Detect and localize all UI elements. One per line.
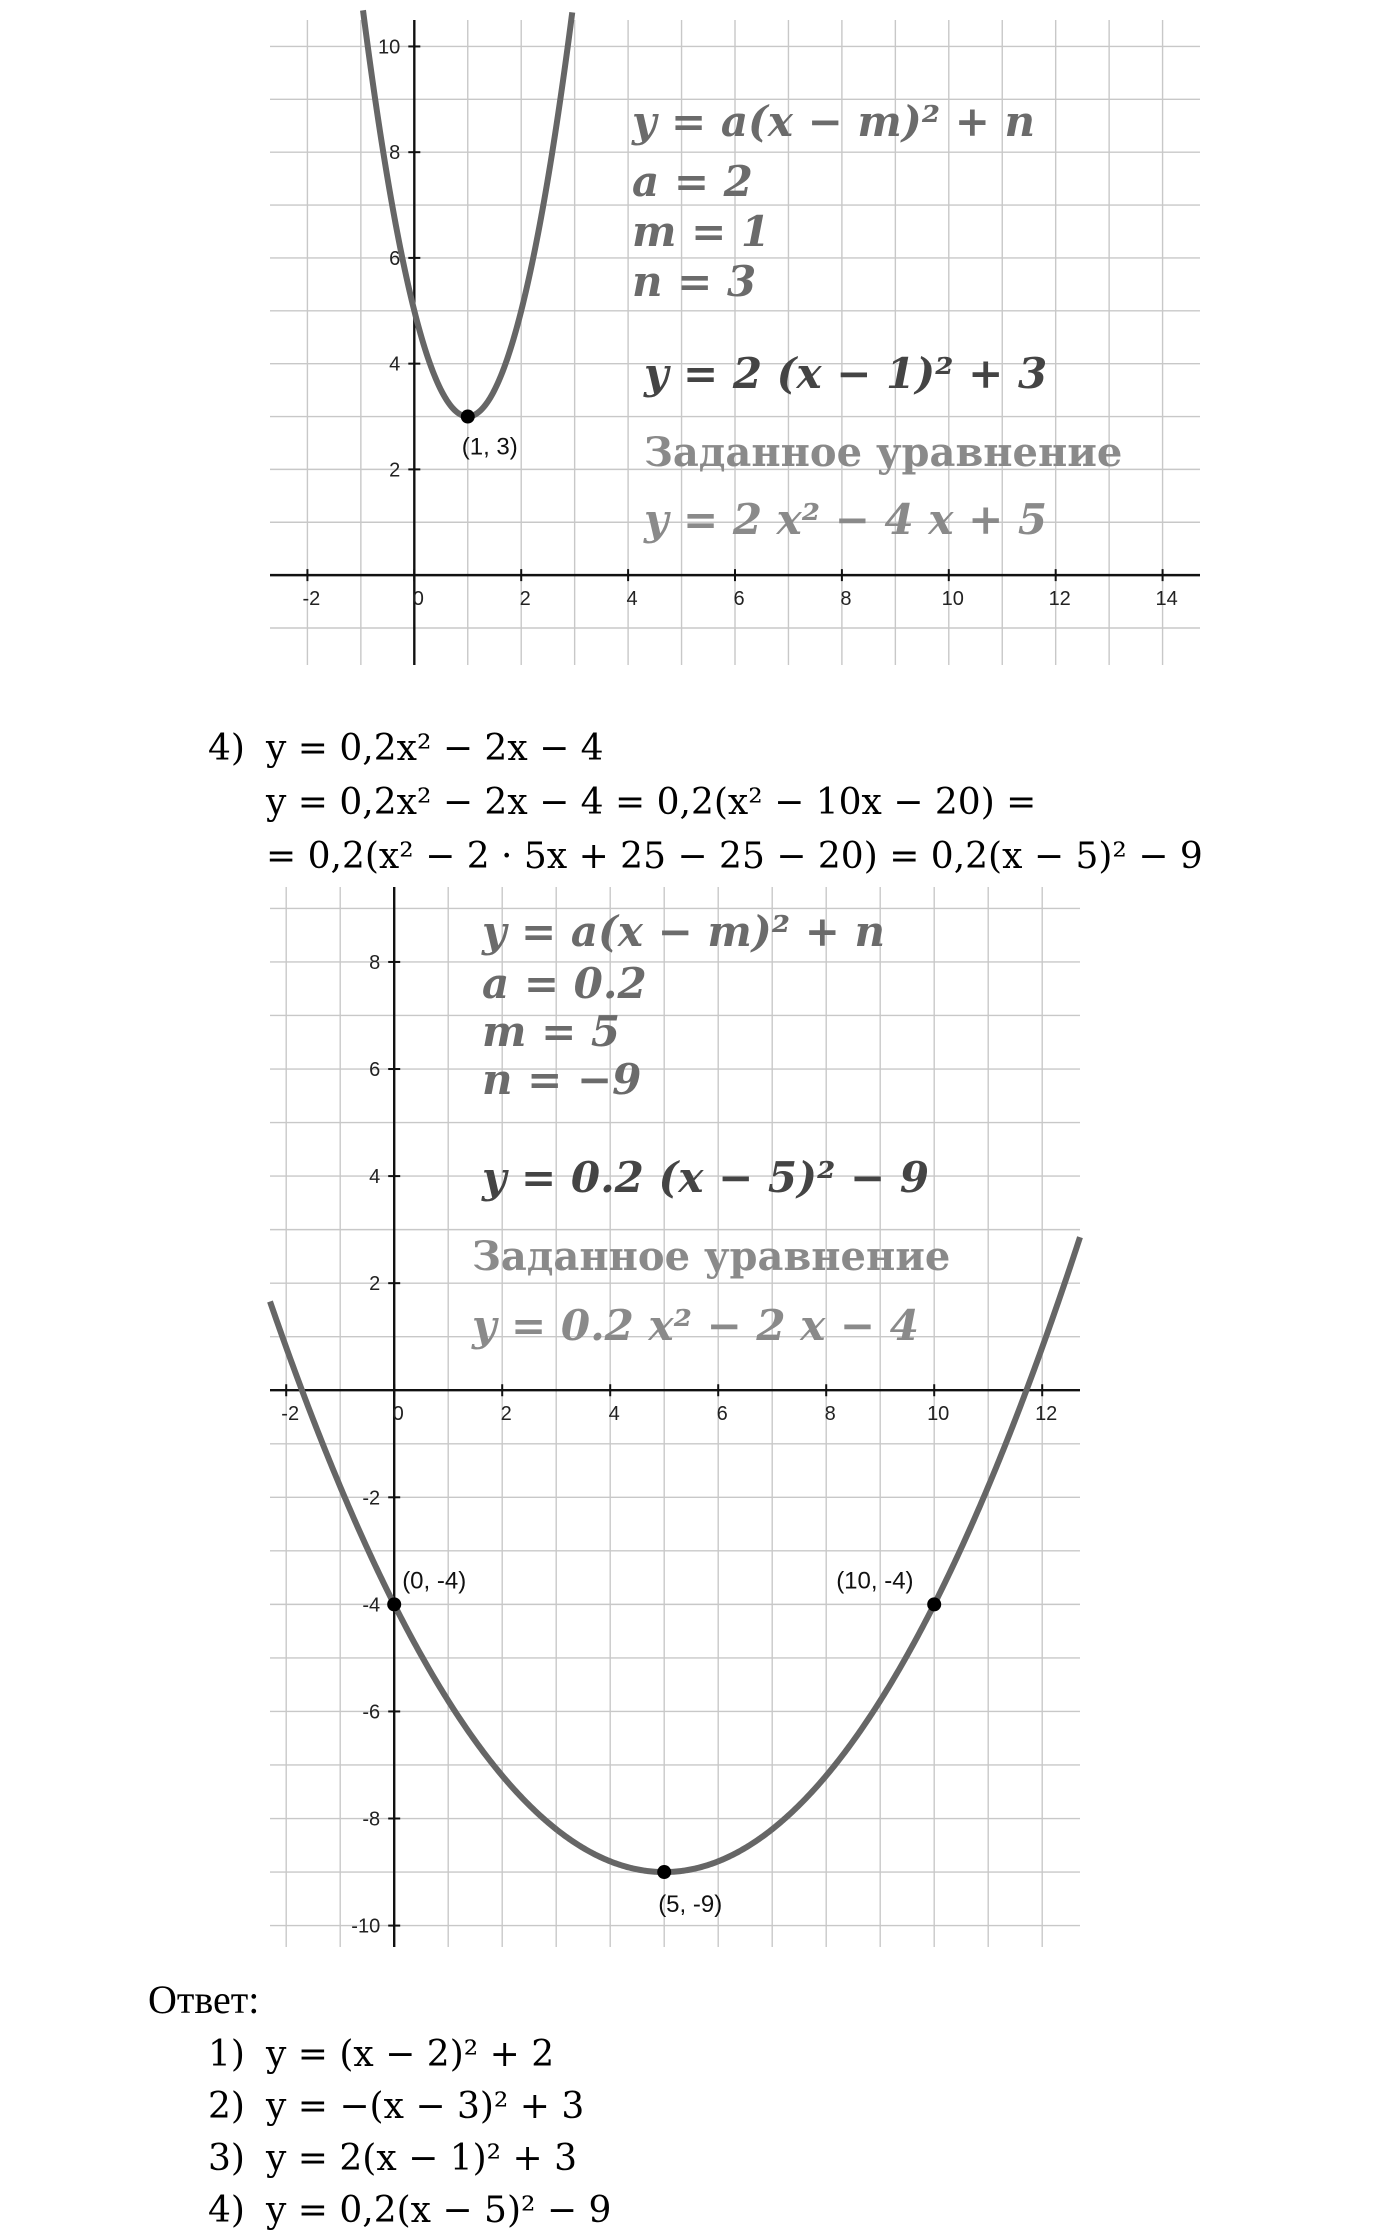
result-equation: y = 2 (x − 1)² + 3	[644, 349, 1048, 398]
y-tick-label: 8	[389, 142, 401, 165]
data-point	[461, 410, 475, 424]
answer-1-text: y = (x − 2)² + 2	[266, 2034, 555, 2075]
answer-2-number: 2)	[208, 2086, 245, 2127]
point-label: (0, -4)	[402, 1567, 467, 1595]
general-form-label: y = a(x − m)² + n	[632, 97, 1036, 146]
result-equation: y = 0.2 (x − 5)² − 9	[482, 1153, 930, 1202]
x-tick-label: -2	[281, 1403, 300, 1426]
point-label: (1, 3)	[461, 433, 518, 461]
y-tick-label: 4	[369, 1166, 381, 1189]
x-tick-label: 0	[392, 1403, 404, 1426]
section-4-line-2: y = 0,2x² − 2x − 4 = 0,2(x² − 10x − 20) =	[266, 782, 1037, 823]
y-tick-label: 2	[389, 459, 401, 482]
x-tick-label: 14	[1155, 588, 1178, 611]
y-tick-label: 10	[378, 36, 401, 59]
x-tick-label: 6	[733, 588, 745, 611]
chart-axes	[270, 887, 1080, 1947]
x-tick-label: -2	[302, 588, 321, 611]
point-label: (5, -9)	[658, 1891, 723, 1919]
y-tick-label: -2	[362, 1487, 381, 1510]
x-tick-label: 2	[519, 588, 531, 611]
param-n-label: n = 3	[632, 257, 757, 306]
answer-3-number: 3)	[208, 2138, 245, 2179]
given-equation-title: Заданное уравнение	[644, 429, 1123, 476]
x-tick-label: 2	[500, 1403, 512, 1426]
param-a-label: a = 0.2	[482, 959, 647, 1008]
data-point	[657, 1865, 671, 1879]
x-tick-label: 12	[1048, 588, 1071, 611]
given-equation-title: Заданное уравнение	[472, 1233, 951, 1280]
x-tick-label: 8	[824, 1403, 836, 1426]
answer-3-text: y = 2(x − 1)² + 3	[266, 2138, 578, 2179]
param-a-label: a = 2	[632, 157, 753, 206]
x-tick-label: 10	[941, 588, 964, 611]
tick-labels	[281, 952, 1057, 1938]
chart-grid	[270, 887, 1080, 1947]
answer-4-text: y = 0,2(x − 5)² − 9	[266, 2190, 612, 2231]
y-tick-label: 6	[389, 247, 401, 270]
y-tick-label: 6	[369, 1059, 381, 1082]
data-point	[387, 1597, 401, 1611]
y-tick-label: -10	[351, 1915, 381, 1938]
x-tick-label: 12	[1035, 1403, 1058, 1426]
x-tick-label: 10	[927, 1403, 950, 1426]
y-tick-label: 2	[369, 1273, 381, 1296]
y-tick-label: -6	[362, 1701, 381, 1724]
answer-1-number: 1)	[208, 2034, 245, 2075]
section-4-line-1: y = 0,2x² − 2x − 4	[266, 728, 604, 769]
x-tick-label: 0	[412, 588, 424, 611]
x-tick-label: 4	[626, 588, 638, 611]
answer-2-text: y = −(x − 3)² + 3	[266, 2086, 585, 2127]
answer-heading: Ответ:	[148, 1977, 260, 2022]
param-m-label: m = 1	[632, 207, 771, 256]
chart-annotations	[631, 97, 1122, 544]
param-m-label: m = 5	[482, 1007, 621, 1056]
x-tick-label: 6	[716, 1403, 728, 1426]
answer-4-number: 4)	[208, 2190, 245, 2231]
y-tick-label: -4	[362, 1594, 381, 1617]
x-tick-label: 4	[608, 1403, 620, 1426]
given-equation: y = 0.2 x² − 2 x − 4	[472, 1301, 919, 1350]
param-n-label: n = −9	[482, 1055, 642, 1104]
point-label: (10, -4)	[836, 1567, 914, 1595]
section-4-number: 4)	[208, 728, 245, 769]
y-tick-label: 8	[369, 951, 381, 974]
section-4-line-3: = 0,2(x² − 2 · 5x + 25 − 25 − 20) = 0,2(x − 5)² − 9	[266, 836, 1203, 877]
y-tick-label: -8	[362, 1808, 381, 1831]
data-point	[927, 1597, 941, 1611]
given-equation: y = 2 x² − 4 x + 5	[644, 495, 1048, 544]
parabola-chart-1	[0, 0, 1400, 690]
y-tick-label: 4	[389, 353, 401, 376]
parabola-chart-2	[0, 862, 1400, 1972]
general-form-label: y = a(x − m)² + n	[482, 907, 886, 956]
x-tick-label: 8	[840, 588, 852, 611]
